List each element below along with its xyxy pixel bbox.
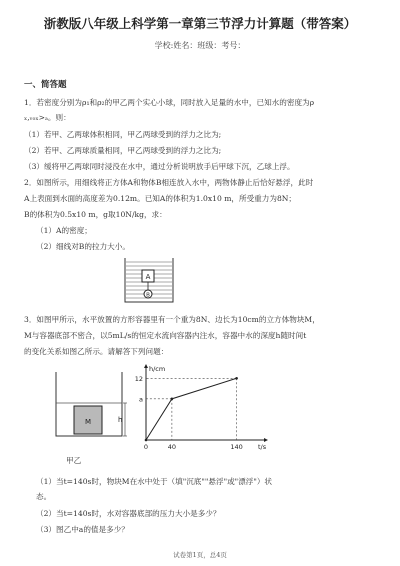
depth-label: h: [118, 416, 123, 424]
q1-line2: ₓ,ᵥₒₓ>ₐ。则：: [24, 113, 71, 122]
q1-line1: 1．若密度分别为ρ₁和ρ₂的甲乙两个实心小球，同时放入足量的水中，已知水的密度为ρ: [24, 98, 315, 107]
x-axis-arrow: [264, 438, 268, 442]
data-point-2: [235, 377, 238, 380]
cube-a-label: A: [145, 273, 151, 281]
figure-caption: 甲乙: [66, 456, 82, 465]
x-axis-label: t/s: [258, 443, 267, 451]
data-point-0: [145, 439, 148, 442]
q3-line3: 的变化关系如图乙所示。请解答下列问题：: [24, 347, 169, 356]
q3-sub2: （2）当t=140s时，水对容器底部的压力大小是多少？: [36, 509, 221, 518]
student-info-line: 学校:姓名：班级：考号：: [154, 41, 246, 50]
q3-sub1-cont: 态。: [36, 492, 52, 501]
q3-depth-time-chart: [130, 362, 270, 454]
data-point-1: [171, 398, 174, 401]
q1-sub2: （2）若甲、乙两球质量相同，甲乙两球受到的浮力之比为;: [24, 146, 222, 155]
x-tick-label: 40: [167, 443, 177, 451]
q2-sub2: （2）细线对B的拉力大小。: [36, 242, 130, 251]
y-axis-label: h/cm: [149, 365, 166, 373]
y-tick-label: 12: [134, 374, 143, 383]
q2-beaker-figure: [124, 256, 174, 304]
q1-sub3: （3）缓将甲乙两球同时浸没在水中，通过分析说明放手后甲球下沉，乙球上浮。: [24, 162, 295, 171]
x-tick-label: 0: [143, 443, 149, 451]
q2-line2: A上表面到水面的高度差为0.12m。已知A的体积为1.0x10 m，所受重力为8N；: [24, 194, 297, 203]
q3-line1: 3．如图甲所示，水平放置的方形容器里有一个重为8N、边长为10cm的立方体物块M，: [24, 315, 320, 324]
series-line: [146, 378, 237, 440]
q3-container-figure: [52, 370, 128, 446]
section-heading: 一、简答题: [24, 80, 67, 90]
q1-sub1: （1）若甲、乙两球体积相同，甲乙两球受到的浮力之比为;: [24, 130, 222, 139]
q3-sub3: （3）图乙中a的值是多少？: [36, 525, 129, 534]
y-tick-label: a: [139, 395, 143, 404]
q3-line2: M与容器底部不密合，以5mL/s的恒定水流向容器内注水，容器中水的深度h随时间t: [24, 331, 307, 340]
x-tick-label: 140: [230, 443, 243, 451]
block-m-label: M: [84, 418, 92, 426]
q2-line3: B的体积为0.5x10 m，g取10N/kg，求：: [24, 210, 167, 219]
q2-sub1: （1）A的密度；: [36, 226, 92, 235]
object-b-label: B: [146, 292, 150, 299]
q3-sub1: （1）当t=140s时，物块M在水中处于（填"沉底""悬浮"或"漂浮"）状: [36, 477, 273, 486]
y-axis-arrow: [144, 364, 148, 368]
page-title: 浙教版八年级上科学第一章第三节浮力计算题（带答案）: [43, 16, 357, 31]
page-footer: 试卷第1页，总4页: [173, 551, 227, 559]
q2-line1: 2．如图所示，用细线将正方体A和物体B相连放入水中，两物体静止后恰好悬浮，此时: [24, 178, 314, 187]
